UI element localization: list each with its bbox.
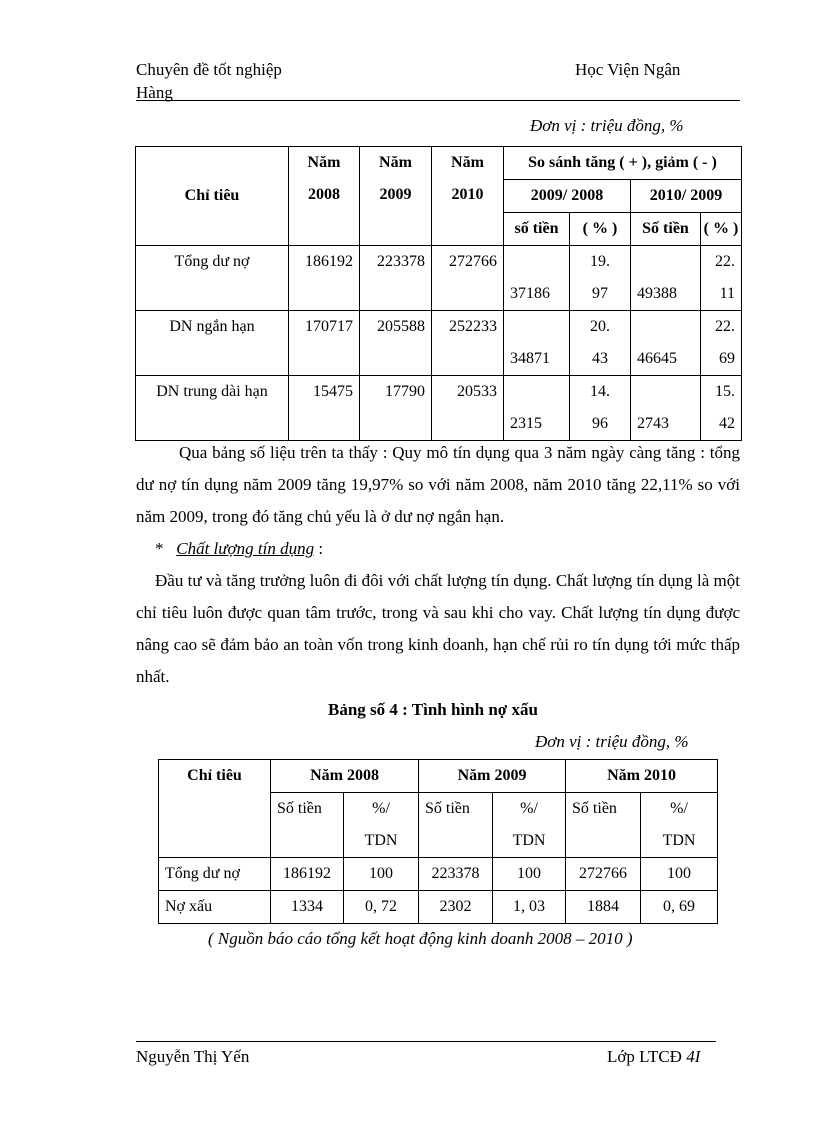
t1-cell: 20. 43 <box>570 311 631 376</box>
t1-cell: 223378 <box>360 246 432 311</box>
t1-header-2009: Năm 2009 <box>360 147 432 246</box>
credit-table <box>135 146 742 441</box>
t1-header-2009-2008: 2009/ 2008 <box>504 180 631 213</box>
t2-header-chitieu: Chỉ tiêu <box>159 760 271 858</box>
t1-cell: 15. 42 <box>701 376 742 441</box>
t2-header-2008: Năm 2008 <box>271 760 419 793</box>
t2-cell: 100 <box>641 858 718 891</box>
footer-class-prefix: Lớp LTCĐ <box>607 1047 687 1066</box>
table-row <box>159 858 718 891</box>
t2-cell: 186192 <box>271 858 344 891</box>
t1-header-chitieu: Chỉ tiêu <box>136 147 289 246</box>
t2-cell: 272766 <box>566 858 641 891</box>
t2-cell: 1, 03 <box>493 891 566 924</box>
table-row <box>136 311 742 376</box>
footer-class-suffix: 4I <box>686 1047 701 1066</box>
t1-cell-name: Tổng dư nợ <box>136 246 289 311</box>
t2-cell: 2302 <box>419 891 493 924</box>
header-right: Học Viện Ngân <box>575 60 681 79</box>
t2-header-sotien: Số tiền <box>271 793 344 858</box>
t1-cell: 2315 <box>504 376 570 441</box>
table2-source: ( Nguồn báo cáo tổng kết hoạt động kinh doanh 2008 – 2010 ) <box>208 929 633 948</box>
t1-cell: 14. 96 <box>570 376 631 441</box>
header-title-line1: Chuyên đề tốt nghiệp <box>136 60 282 79</box>
footer-class <box>607 1047 700 1067</box>
t1-cell: 34871 <box>504 311 570 376</box>
t1-header-2010-2009: 2010/ 2009 <box>631 180 742 213</box>
t1-cell: 170717 <box>289 311 360 376</box>
t1-header-sotien-1: số tiền <box>504 213 570 246</box>
bullet-title: Chất lượng tín dụng <box>176 539 315 558</box>
t1-cell: 2743 <box>631 376 701 441</box>
paragraph-summary: Qua bảng số liệu trên ta thấy : Quy mô tín dụng qua 3 năm ngày càng tăng : tổng dư nợ tín dụng năm 2009 tăng 19,97% so với năm 2008, năm 2010 tăng 22,11% so với năm 2009, trong đó tăng chủ yếu là ở dư nợ ngắn hạn. <box>136 443 740 526</box>
table-row <box>136 246 742 311</box>
t1-cell: 17790 <box>360 376 432 441</box>
t2-header-pct: %/ TDN <box>344 793 419 858</box>
t1-cell-name: DN trung dài hạn <box>136 376 289 441</box>
t1-cell: 186192 <box>289 246 360 311</box>
t1-cell: 46645 <box>631 311 701 376</box>
header-title-line2: Hàng <box>136 83 173 102</box>
t2-cell-name: Nợ xấu <box>159 891 271 924</box>
t2-header-2010: Năm 2010 <box>566 760 718 793</box>
paragraph-quality: Đầu tư và tăng trưởng luôn đi đôi với chất lượng tín dụng. Chất lượng tín dụng là một chỉ tiêu luôn được quan tâm trước, trong và sau khi cho vay. Chất lượng tín dụng được nâng cao sẽ đảm bảo an toàn vốn trong kinh doanh, hạn chế rủi ro tín dụng tới mức thấp nhất. <box>136 571 740 686</box>
bad-debt-table <box>158 759 718 924</box>
bullet-star: * <box>155 539 164 558</box>
t2-cell: 0, 69 <box>641 891 718 924</box>
footer-rule <box>136 1041 716 1042</box>
t2-cell-name: Tổng dư nợ <box>159 858 271 891</box>
header-left <box>136 58 282 104</box>
unit-label-2: Đơn vị : triệu đồng, % <box>535 732 689 751</box>
t2-cell: 100 <box>344 858 419 891</box>
t1-cell: 205588 <box>360 311 432 376</box>
t2-header-2009: Năm 2009 <box>419 760 566 793</box>
t2-cell: 100 <box>493 858 566 891</box>
t2-header-sotien: Số tiền <box>419 793 493 858</box>
t1-header-2008: Năm 2008 <box>289 147 360 246</box>
unit-label-1: Đơn vị : triệu đồng, % <box>530 116 684 135</box>
t1-cell-name: DN ngắn hạn <box>136 311 289 376</box>
t1-cell: 15475 <box>289 376 360 441</box>
t2-cell: 1884 <box>566 891 641 924</box>
bullet-heading <box>155 533 323 565</box>
t1-header-pct-2: ( % ) <box>701 213 742 246</box>
t1-cell: 19. 97 <box>570 246 631 311</box>
t1-header-pct-1: ( % ) <box>570 213 631 246</box>
t2-cell: 1334 <box>271 891 344 924</box>
table2-title: Bảng số 4 : Tình hình nợ xấu <box>328 700 538 719</box>
t2-header-sotien: Số tiền <box>566 793 641 858</box>
header-rule <box>136 100 740 101</box>
t2-cell: 223378 <box>419 858 493 891</box>
t1-cell: 37186 <box>504 246 570 311</box>
t1-header-sotien-2: Số tiền <box>631 213 701 246</box>
table-row <box>136 376 742 441</box>
t2-header-pct: %/ TDN <box>493 793 566 858</box>
table-row <box>159 891 718 924</box>
t2-header-pct: %/ TDN <box>641 793 718 858</box>
footer-author: Nguyễn Thị Yến <box>136 1047 250 1066</box>
t1-cell: 22. 11 <box>701 246 742 311</box>
bullet-colon: : <box>314 539 324 558</box>
t1-cell: 252233 <box>432 311 504 376</box>
t1-cell: 49388 <box>631 246 701 311</box>
t1-cell: 22. 69 <box>701 311 742 376</box>
t2-cell: 0, 72 <box>344 891 419 924</box>
t1-cell: 272766 <box>432 246 504 311</box>
t1-header-2010: Năm 2010 <box>432 147 504 246</box>
t1-cell: 20533 <box>432 376 504 441</box>
t1-header-compare: So sánh tăng ( + ), giảm ( - ) <box>504 147 742 180</box>
